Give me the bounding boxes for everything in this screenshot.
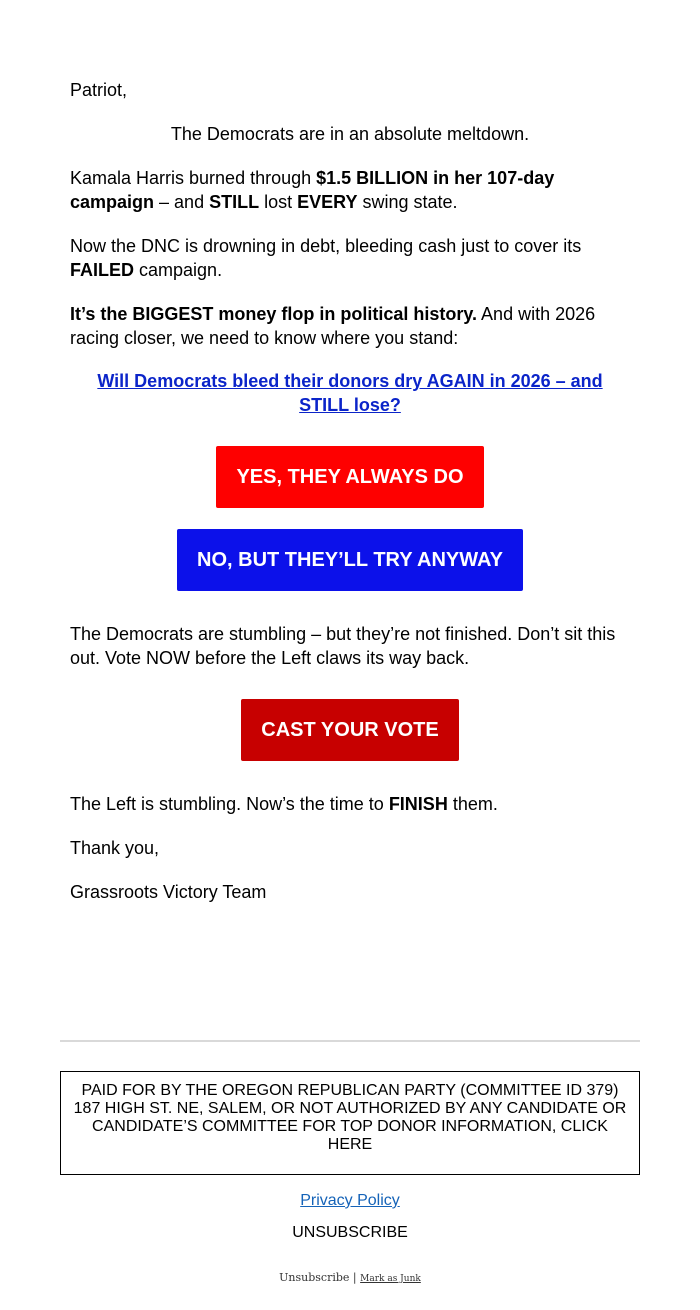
question-link[interactable]: Will Democrats bleed their donors dry AGAIN in 2026 – and STILL lose? xyxy=(97,371,603,415)
unsubscribe-link[interactable]: UNSUBSCRIBE xyxy=(292,1224,408,1241)
headline: The Democrats are in an absolute meltdown. xyxy=(170,124,530,144)
mark-as-junk-link[interactable]: Mark as Junk xyxy=(360,1274,421,1284)
greeting: Patriot, xyxy=(70,80,128,100)
paid-for-disclaimer[interactable] xyxy=(60,1071,640,1175)
cast-vote-button[interactable]: CAST YOUR VOTE xyxy=(241,699,459,761)
signature: Grassroots Victory Team xyxy=(70,882,267,902)
paragraph-finish: The Left is stumbling. Now’s the time to FINISH them. xyxy=(70,794,498,814)
footer-separator: | xyxy=(349,1271,361,1284)
paragraph-spending: Kamala Harris burned through $1.5 BILLION in her 107-day campaign – and STILL lost EVERY swing state. xyxy=(70,168,555,212)
unsubscribe-small-link[interactable]: Unsubscribe xyxy=(279,1271,350,1284)
footer-links xyxy=(0,1271,700,1284)
footer-divider xyxy=(60,1040,640,1042)
yes-button[interactable]: YES, THEY ALWAYS DO xyxy=(216,446,484,508)
question-paragraph xyxy=(90,369,610,417)
paragraph-money-flop: It’s the BIGGEST money flop in political history. And with 2026 racing closer, we need to know where you stand: xyxy=(70,304,596,348)
disclaimer-text: PAID FOR BY THE OREGON REPUBLICAN PARTY (COMMITTEE ID 379) 187 HIGH ST. NE, SALEM, OR NOT AUTHORIZED BY ANY CANDIDATE OR CANDIDATE’S COMMITTEE FOR TOP DONOR INFORMATION, CLICK HERE xyxy=(73,1082,627,1153)
closing-text: Thank you, xyxy=(70,838,160,858)
no-button[interactable]: NO, BUT THEY’LL TRY ANYWAY xyxy=(177,529,523,591)
paragraph-dnc-debt: Now the DNC is drowning in debt, bleeding cash just to cover its FAILED campaign. xyxy=(70,236,582,280)
paragraph-stumbling: The Democrats are stumbling – but they’re not finished. Don’t sit this out. Vote NOW before the Left claws its way back. xyxy=(70,624,616,668)
privacy-policy-link[interactable]: Privacy Policy xyxy=(300,1192,400,1209)
